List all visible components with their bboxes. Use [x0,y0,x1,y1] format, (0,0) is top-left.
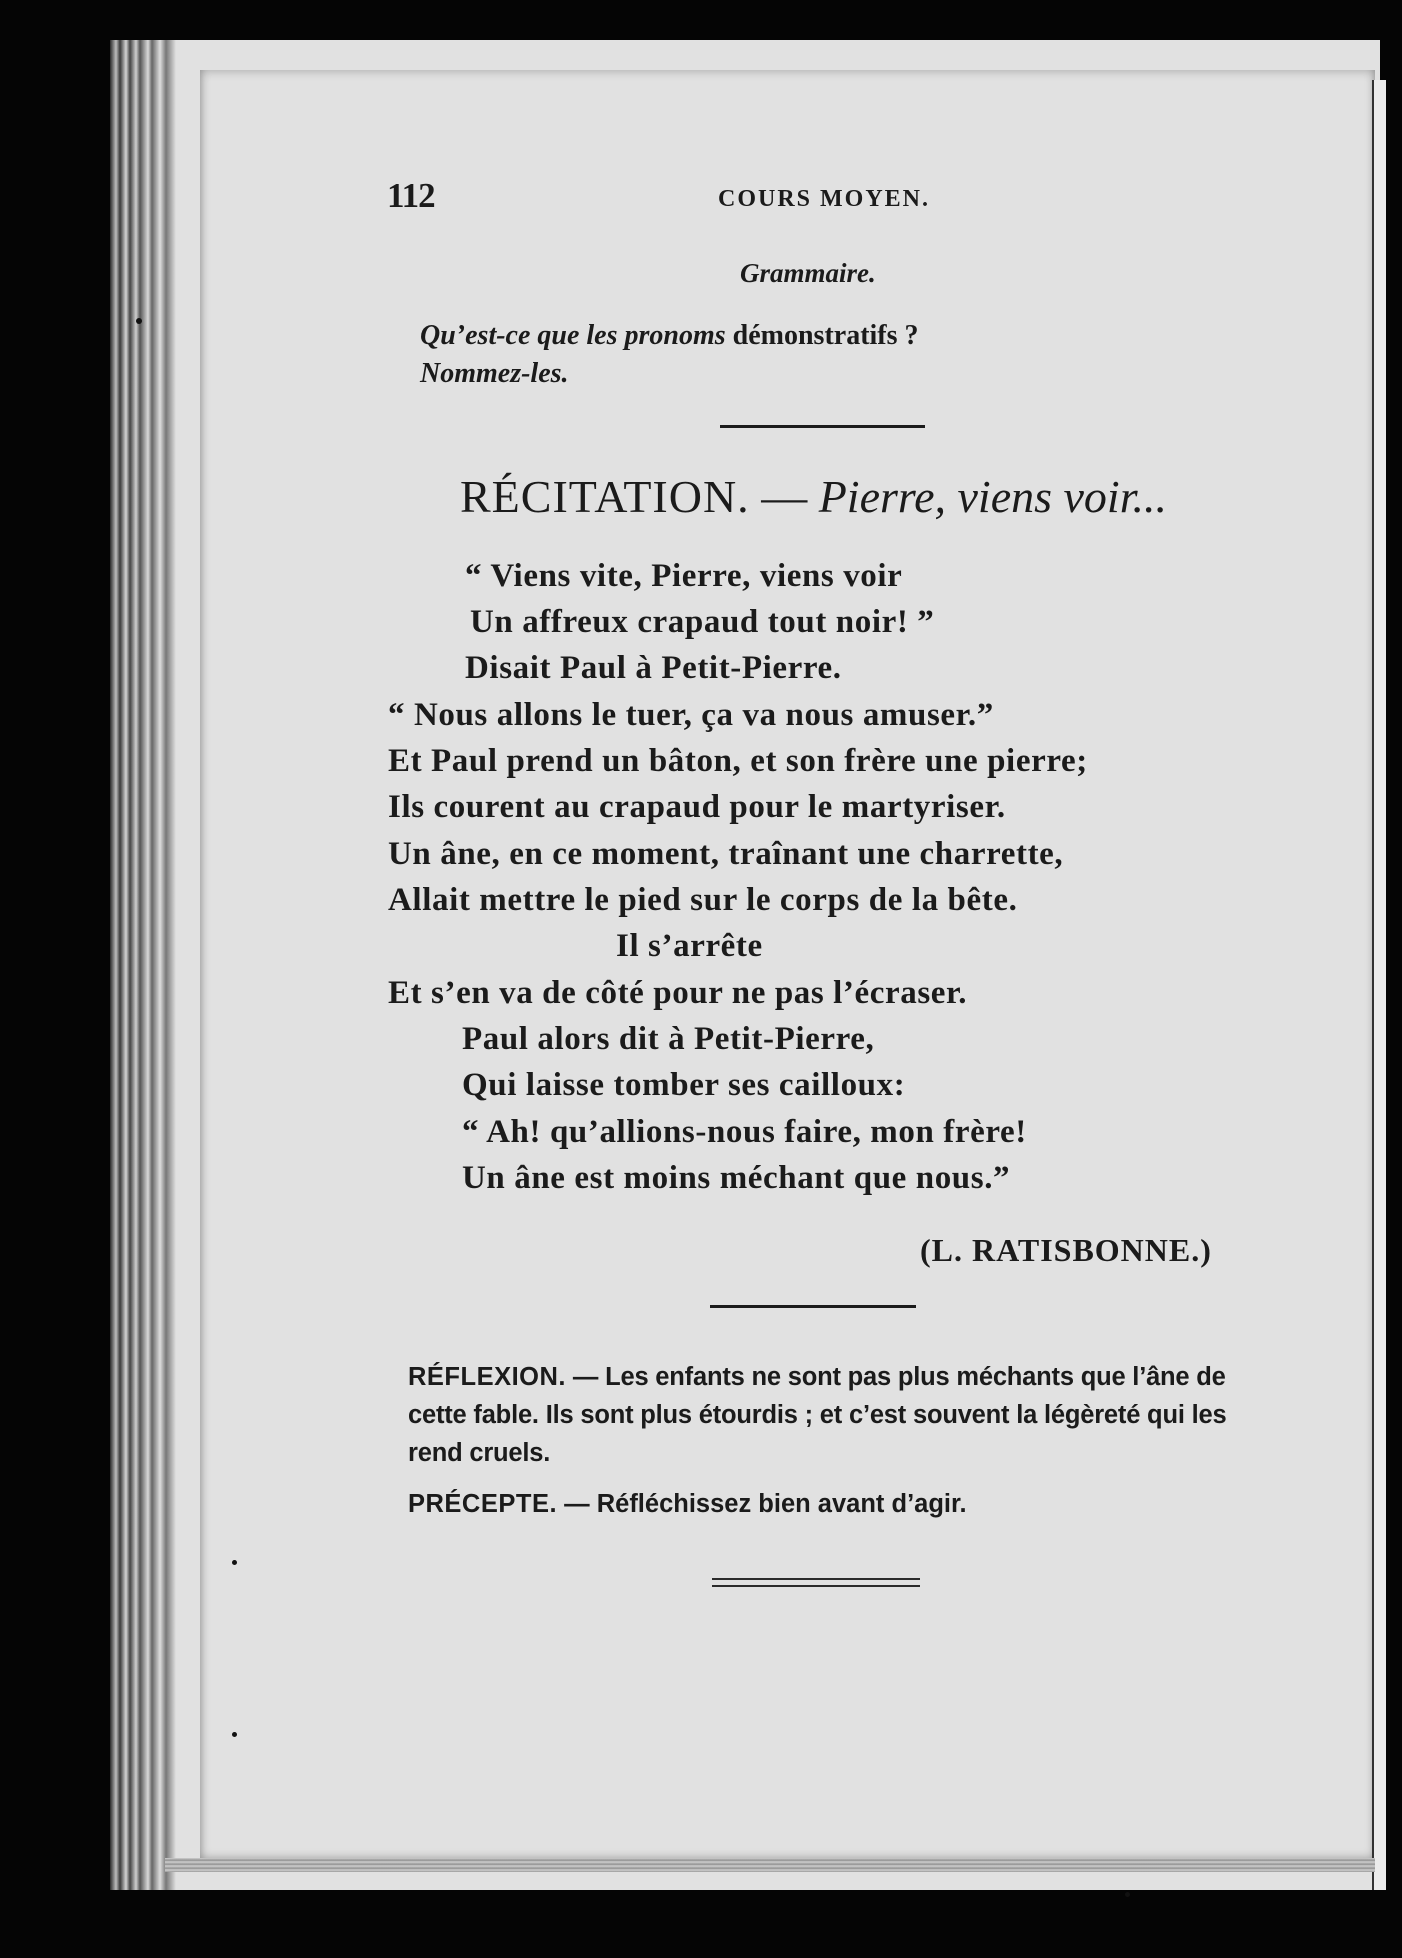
page-number: 112 [387,176,435,215]
poem-line: Disait Paul à Petit-Pierre. [465,650,842,686]
grammar-question-line2: Nommez-les. [420,358,569,389]
poem-line: Et s’en va de côté pour ne pas l’écraser. [388,975,968,1011]
scan-speck [136,318,142,324]
poem-line: Paul alors dit à Petit-Pierre, [462,1021,875,1057]
section-divider [720,425,925,428]
recitation-label: RÉCITATION. [460,471,750,522]
poem-line: “ Nous allons le tuer, ça va nous amuser.” [388,697,994,733]
poem-line: Et Paul prend un bâton, et son frère une pierre; [388,743,1088,779]
poem-line: Il s’arrête [616,928,763,964]
poem-line: Ils courent au crapaud pour le martyriser. [388,789,1006,825]
recitation-dash: — [749,471,819,522]
recitation-title: Pierre, viens voir... [818,471,1168,522]
section-divider [710,1305,916,1308]
grammar-question-roman: démonstratifs ? [725,320,919,351]
grammar-title: Grammaire. [740,258,876,288]
poem-attribution: (L. RATISBONNE.) [920,1232,1212,1268]
reflexion-text: — Les enfants ne sont pas plus méchants que l’âne de cette fable. Ils sont plus étourdis ; et c’est souvent la légèreté qui les rend cruels. [408,1363,1227,1467]
ornament-rule [712,1585,920,1587]
page-bottom-edge [165,1858,1375,1872]
running-head: COURS MOYEN. [718,186,931,212]
ornament-rule [712,1578,920,1580]
poem-line: Qui laisse tomber ses cailloux: [462,1067,906,1103]
scan-speck [232,1732,237,1737]
grammar-question [420,320,919,352]
poem-line: Un affreux crapaud tout noir! ” [470,604,935,640]
precepte-label: PRÉCEPTE. [408,1490,558,1518]
grammar-question-italic: Qu’est-ce que les pronoms [420,320,726,351]
poem-line: Allait mettre le pied sur le corps de la bête. [388,882,1018,918]
precepte-paragraph [408,1490,1258,1519]
reflexion-paragraph [408,1358,1258,1472]
scan-speck [1125,1892,1130,1897]
poem-line: Un âne est moins méchant que nous.” [462,1160,1011,1196]
recitation-heading [460,470,1167,523]
poem-line: “ Viens vite, Pierre, viens voir [465,558,903,594]
reflexion-label: RÉFLEXION. [408,1363,567,1391]
poem-line: Un âne, en ce moment, traînant une charrette, [388,836,1064,872]
poem-line: “ Ah! qu’allions-nous faire, mon frère! [462,1114,1027,1150]
end-ornament [712,1578,920,1592]
scan-speck [232,1560,237,1565]
facing-page-edge [1372,80,1386,1890]
precepte-text: — Réfléchissez bien avant d’agir. [557,1490,967,1518]
